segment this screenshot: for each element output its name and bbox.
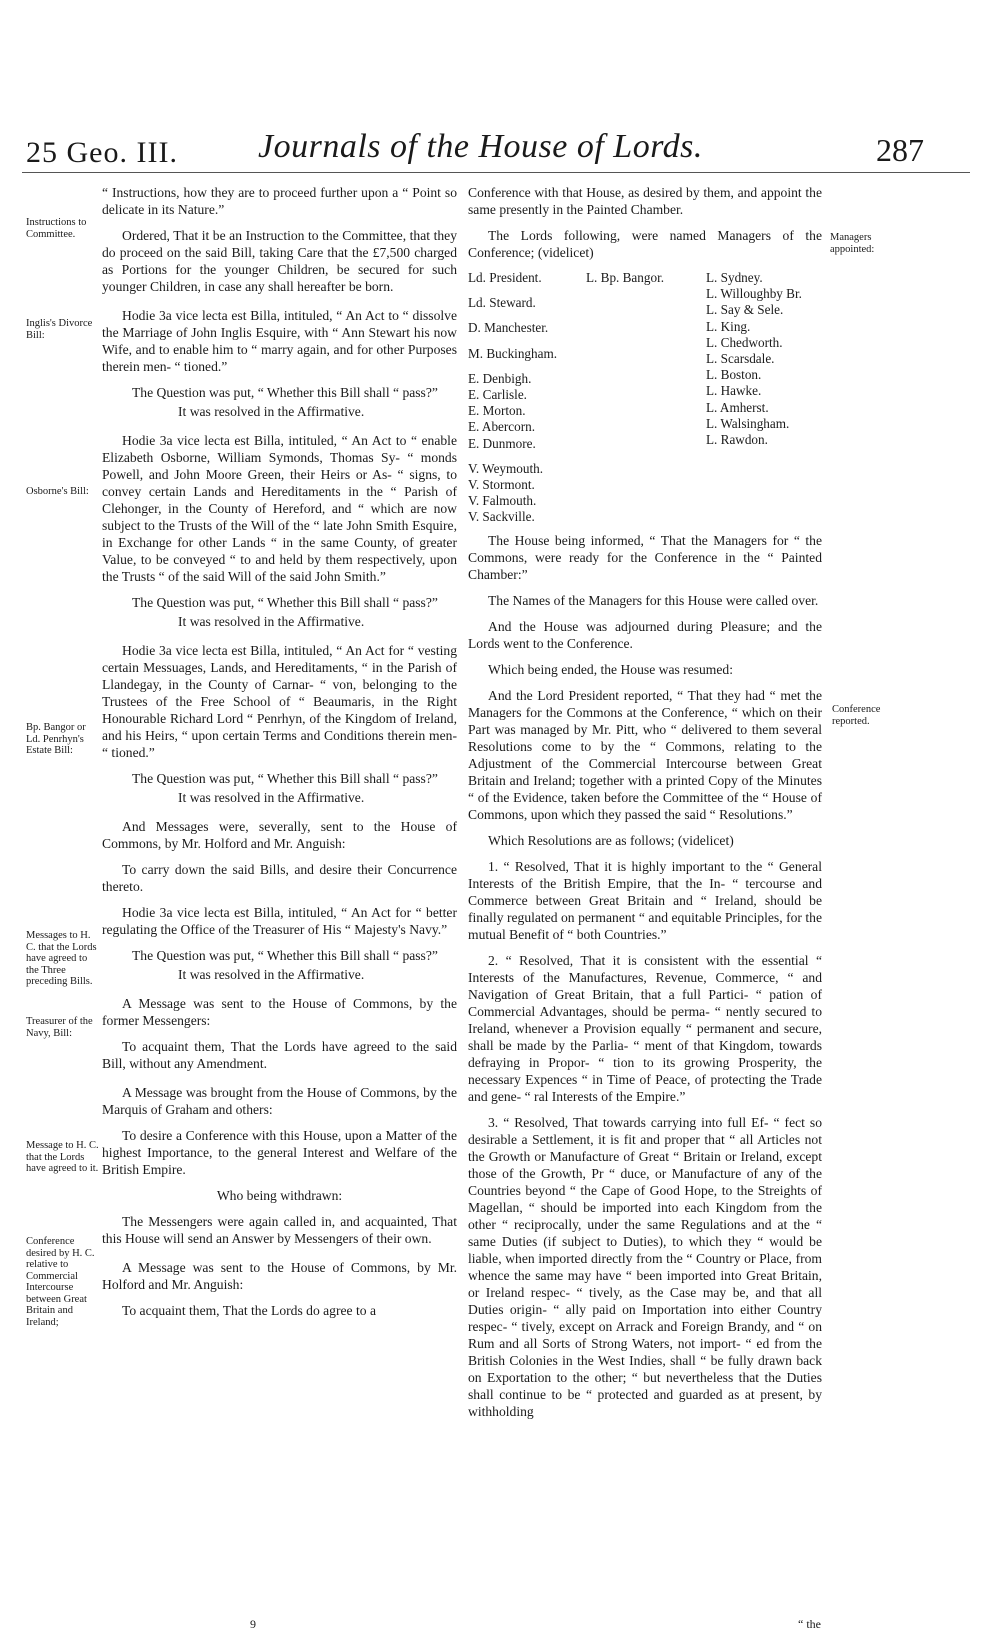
paragraph: And Messages were, severally, sent to the House of Commons, by Mr. Holford and Mr. Anguish: (102, 819, 457, 851)
manager-name: L. Willoughby Br. (706, 286, 802, 302)
paragraph: And the Lord President reported, “ That they had “ met the Managers for the Commons at the Conference, “ which on their Part was managed by Mr. Pitt, who “ delivered to them several Resolutions come to by the “ Commons, relating to the Adjustment of the Commercial Intercourse between Great Britain and Ireland; together with a printed Copy of the Minutes “ of the Evidence, taken before the Committee of the “ House of Commons, upon which they passed the said “ Resolutions.” (468, 688, 822, 822)
manager-name: L. Rawdon. (706, 432, 768, 448)
manager-name: L. Chedworth. (706, 334, 783, 350)
manager-name: L. Sydney. (706, 270, 763, 285)
manager-name: V. Sackville. (468, 509, 535, 525)
paragraph: The Lords following, were named Managers of the Conference; (videlicet) (468, 228, 822, 260)
manager-name: M. Buckingham. (468, 345, 558, 361)
paragraph: To acquaint them, That the Lords have agreed to the said Bill, without any Amendment. (102, 1039, 457, 1071)
paragraph: Which being ended, the House was resumed: (488, 662, 733, 677)
manager-name: Ld. Steward. (468, 295, 536, 311)
manager-name: V. Stormont. (468, 477, 535, 493)
margin-note: Treasurer of the Navy, Bill: (26, 1016, 93, 1039)
margin-note: Message to H. C. that the Lords have agreed to it. (26, 1140, 99, 1174)
manager-name: E. Morton. (468, 403, 526, 419)
margin-note: Managers appointed: (830, 232, 875, 255)
margin-note: Osborne's Bill: (26, 486, 89, 497)
manager-name: L. Walsingham. (706, 415, 790, 431)
resolution-result: It was resolved in the Affirmative. (178, 967, 365, 982)
margin-note: Conference reported. (832, 704, 881, 727)
paragraph: 2. “ Resolved, That it is consistent with the essential “ Interests of the Manufactures, Revenue, Commerce, “ and Navigation of Great Britain, that a full Partici- “ pation of Commercial Advantages, should be perma- “ nently secured to Ireland, whenever a Provision equally “ permanent and secure, shall be made by the Parlia- “ ment of that Kingdom, towards defraying in Propor- “ tion to its growing Prosperity, the necessary Expences “ in Time of Peace, of protecting the Trade and gene- “ ral Interests of the Empire.” (468, 953, 822, 1104)
paragraph: The Names of the Managers for this House were called over. (488, 593, 819, 608)
paragraph: Hodie 3a vice lecta est Billa, intituled, “ An Act for “ vesting certain Messuages, Lands, and Hereditaments, “ in the Parish of Llandegay, in the County of Carnar- “ von, belonging to the Trustees of the Free School of “ Beaumaris, in the Right Honourable Richard Lord “ Penrhyn, of the Kingdom of Ireland, and his Heirs, “ upon certain Terms and Conditions therein men- “ tioned.” (102, 643, 457, 760)
header-rule (22, 172, 970, 173)
manager-name: V. Falmouth. (468, 493, 537, 509)
manager-name: E. Abercorn. (468, 419, 536, 435)
paragraph: A Message was sent to the House of Commons, by Mr. Holford and Mr. Anguish: (102, 1260, 457, 1292)
managers-column-3 (706, 270, 802, 448)
managers-column-2 (586, 270, 664, 286)
resolution-result: It was resolved in the Affirmative. (178, 790, 365, 805)
resolution-result: It was resolved in the Affirmative. (178, 404, 365, 419)
paragraph: Who being withdrawn: (216, 1188, 343, 1203)
page-number: 287 (876, 132, 924, 168)
paragraph: The House being informed, “ That the Managers for “ the Commons, were ready for the Conference in the “ Painted Chamber:” (468, 533, 822, 582)
manager-name: E. Denbigh. (468, 370, 532, 386)
journal-title: Journals of the House of Lords. (258, 128, 703, 165)
margin-note: Messages to H. C. that the Lords have agreed to the Three preceding Bills. (26, 930, 97, 987)
margin-note: Inglis's Divorce Bill: (26, 318, 93, 341)
manager-name: V. Weymouth. (468, 460, 544, 476)
paragraph: A Message was brought from the House of Commons, by the Marquis of Graham and others: (102, 1085, 457, 1117)
paragraph: The Messengers were again called in, and acquainted, That this House will send an Answer by Messengers of their own. (102, 1214, 457, 1246)
left-column (102, 184, 457, 1328)
paragraph: Hodie 3a vice lecta est Billa, intituled, “ An Act to “ enable Elizabeth Osborne, William Symonds, Thomas Sy- “ monds Powell, and John Moore Green, their Heirs or As- “ signs, to convey certain Lands and Hereditaments in the “ Parish of Clehonger, in the County of Hereford, and “ which are now subject to the Trusts of the Will of the “ late John Smith Esquire, in Exchange for other Lands “ in the same County, of greater Value, to be conveyed “ to and held by them respectively, upon the Trusts “ of the said Will of the said John Smith.” (102, 433, 457, 584)
right-column (468, 184, 822, 1429)
paragraph: Hodie 3a vice lecta est Billa, intituled, “ An Act to “ dissolve the Marriage of John Inglis Esquire, with “ Ann Stewart his now Wife, and to enable him to “ marry again, and for other Purposes therein men- “ tioned.” (102, 308, 457, 374)
margin-note: Bp. Bangor or Ld. Penrhyn's Estate Bill: (26, 722, 86, 756)
manager-name: E. Carlisle. (468, 387, 527, 403)
manager-name: L. Say & Sele. (706, 302, 784, 318)
manager-name: D. Manchester. (468, 320, 549, 336)
paragraph: To desire a Conference with this House, upon a Matter of the highest Importance, to the general Interest and Welfare of the British Empire. (102, 1128, 457, 1177)
question-put: The Question was put, “ Whether this Bill shall “ pass?” (132, 595, 438, 610)
paragraph: 1. “ Resolved, That it is highly important to the “ General Interests of the British Empire, that the In- “ tercourse and Commerce between Great Britain and “ Ireland, should be finally regulated on permanent “ and equitable Principles, for the mutual Benefit of “ both Countries.” (468, 859, 822, 942)
manager-name: L. Bp. Bangor. (586, 270, 665, 285)
paragraph: “ Instructions, how they are to proceed further upon a “ Point so delicate in its Nature.” (102, 185, 457, 217)
question-put: The Question was put, “ Whether this Bill shall “ pass?” (132, 771, 438, 786)
manager-name: L. Boston. (706, 367, 762, 383)
managers-column-1 (468, 270, 557, 526)
margin-note: Conference desired by H. C. relative to Commercial Intercourse between Great Britain and Ireland; (26, 1236, 95, 1328)
regnal-year: 25 Geo. III. (26, 136, 178, 169)
margin-note: Instructions to Committee. (26, 217, 87, 240)
manager-name: Ld. President. (468, 270, 542, 285)
paragraph: 3. “ Resolved, That towards carrying into full Ef- “ fect so desirable a Settlement, it is fit and proper that “ all Articles not the Growth or Manufacture of Great “ Britain or Ireland, except those of the Growth, Pr “ duce, or Manufacture of any of the Countries beyond “ the Cape of Good Hope, to the Streights of Magellan, “ should be imported into each Kingdom from the other “ reciprocally, under the same Regulations and at the “ same Duties (if subject to Duties), to which they “ would be liable, when imported directly from the “ Country or Place, from whence the same may have “ been imported into Great Britain, or Ireland respec- “ tively, as the Case may be, and that all Duties origin- “ ally paid on Importation into either Country respec- “ tively, except on Arrack and Foreign Brandy, and “ on Rum and all Sorts of Strong Waters, not import- “ ed from the British Colonies in the West Indies, shall “ be fully drawn back on Exportation to the other; “ but nevertheless that the Duties shall continue to be “ protected and guarded as at present, by withholding (468, 1115, 822, 1419)
question-put: The Question was put, “ Whether this Bill shall “ pass?” (132, 385, 438, 400)
question-put: The Question was put, “ Whether this Bill shall “ pass?” (132, 948, 438, 963)
manager-name: L. Amherst. (706, 399, 769, 415)
manager-name: L. Scarsdale. (706, 351, 775, 367)
managers-list (468, 270, 822, 525)
page-header (0, 128, 992, 178)
manager-name: E. Dunmore. (468, 435, 536, 451)
resolution-result: It was resolved in the Affirmative. (178, 614, 365, 629)
manager-name: L. Hawke. (706, 383, 762, 399)
paragraph: Conference with that House, as desired by them, and appoint the same presently in the Painted Chamber. (468, 185, 822, 217)
signature-mark: 9 (250, 1617, 256, 1631)
paragraph: Ordered, That it be an Instruction to the Committee, that they do proceed on the said Bill, taking Care that the £7,500 charged as Portions for the younger Children, be secured for such younger Children, in case any shall hereafter be born. (102, 228, 457, 294)
paragraph: To acquaint them, That the Lords do agree to a (122, 1303, 376, 1318)
paragraph: To carry down the said Bills, and desire their Concurrence thereto. (102, 862, 457, 894)
paragraph: Hodie 3a vice lecta est Billa, intituled, “ An Act for “ better regulating the Office of the Treasurer of His “ Majesty's Navy.” (102, 905, 457, 937)
paragraph: And the House was adjourned during Pleasure; and the Lords went to the Conference. (468, 619, 822, 651)
catchword: “ the (798, 1617, 821, 1631)
paragraph: A Message was sent to the House of Commons, by the former Messengers: (102, 996, 457, 1028)
paragraph: Which Resolutions are as follows; (videlicet) (488, 833, 734, 848)
manager-name: L. King. (706, 318, 751, 334)
